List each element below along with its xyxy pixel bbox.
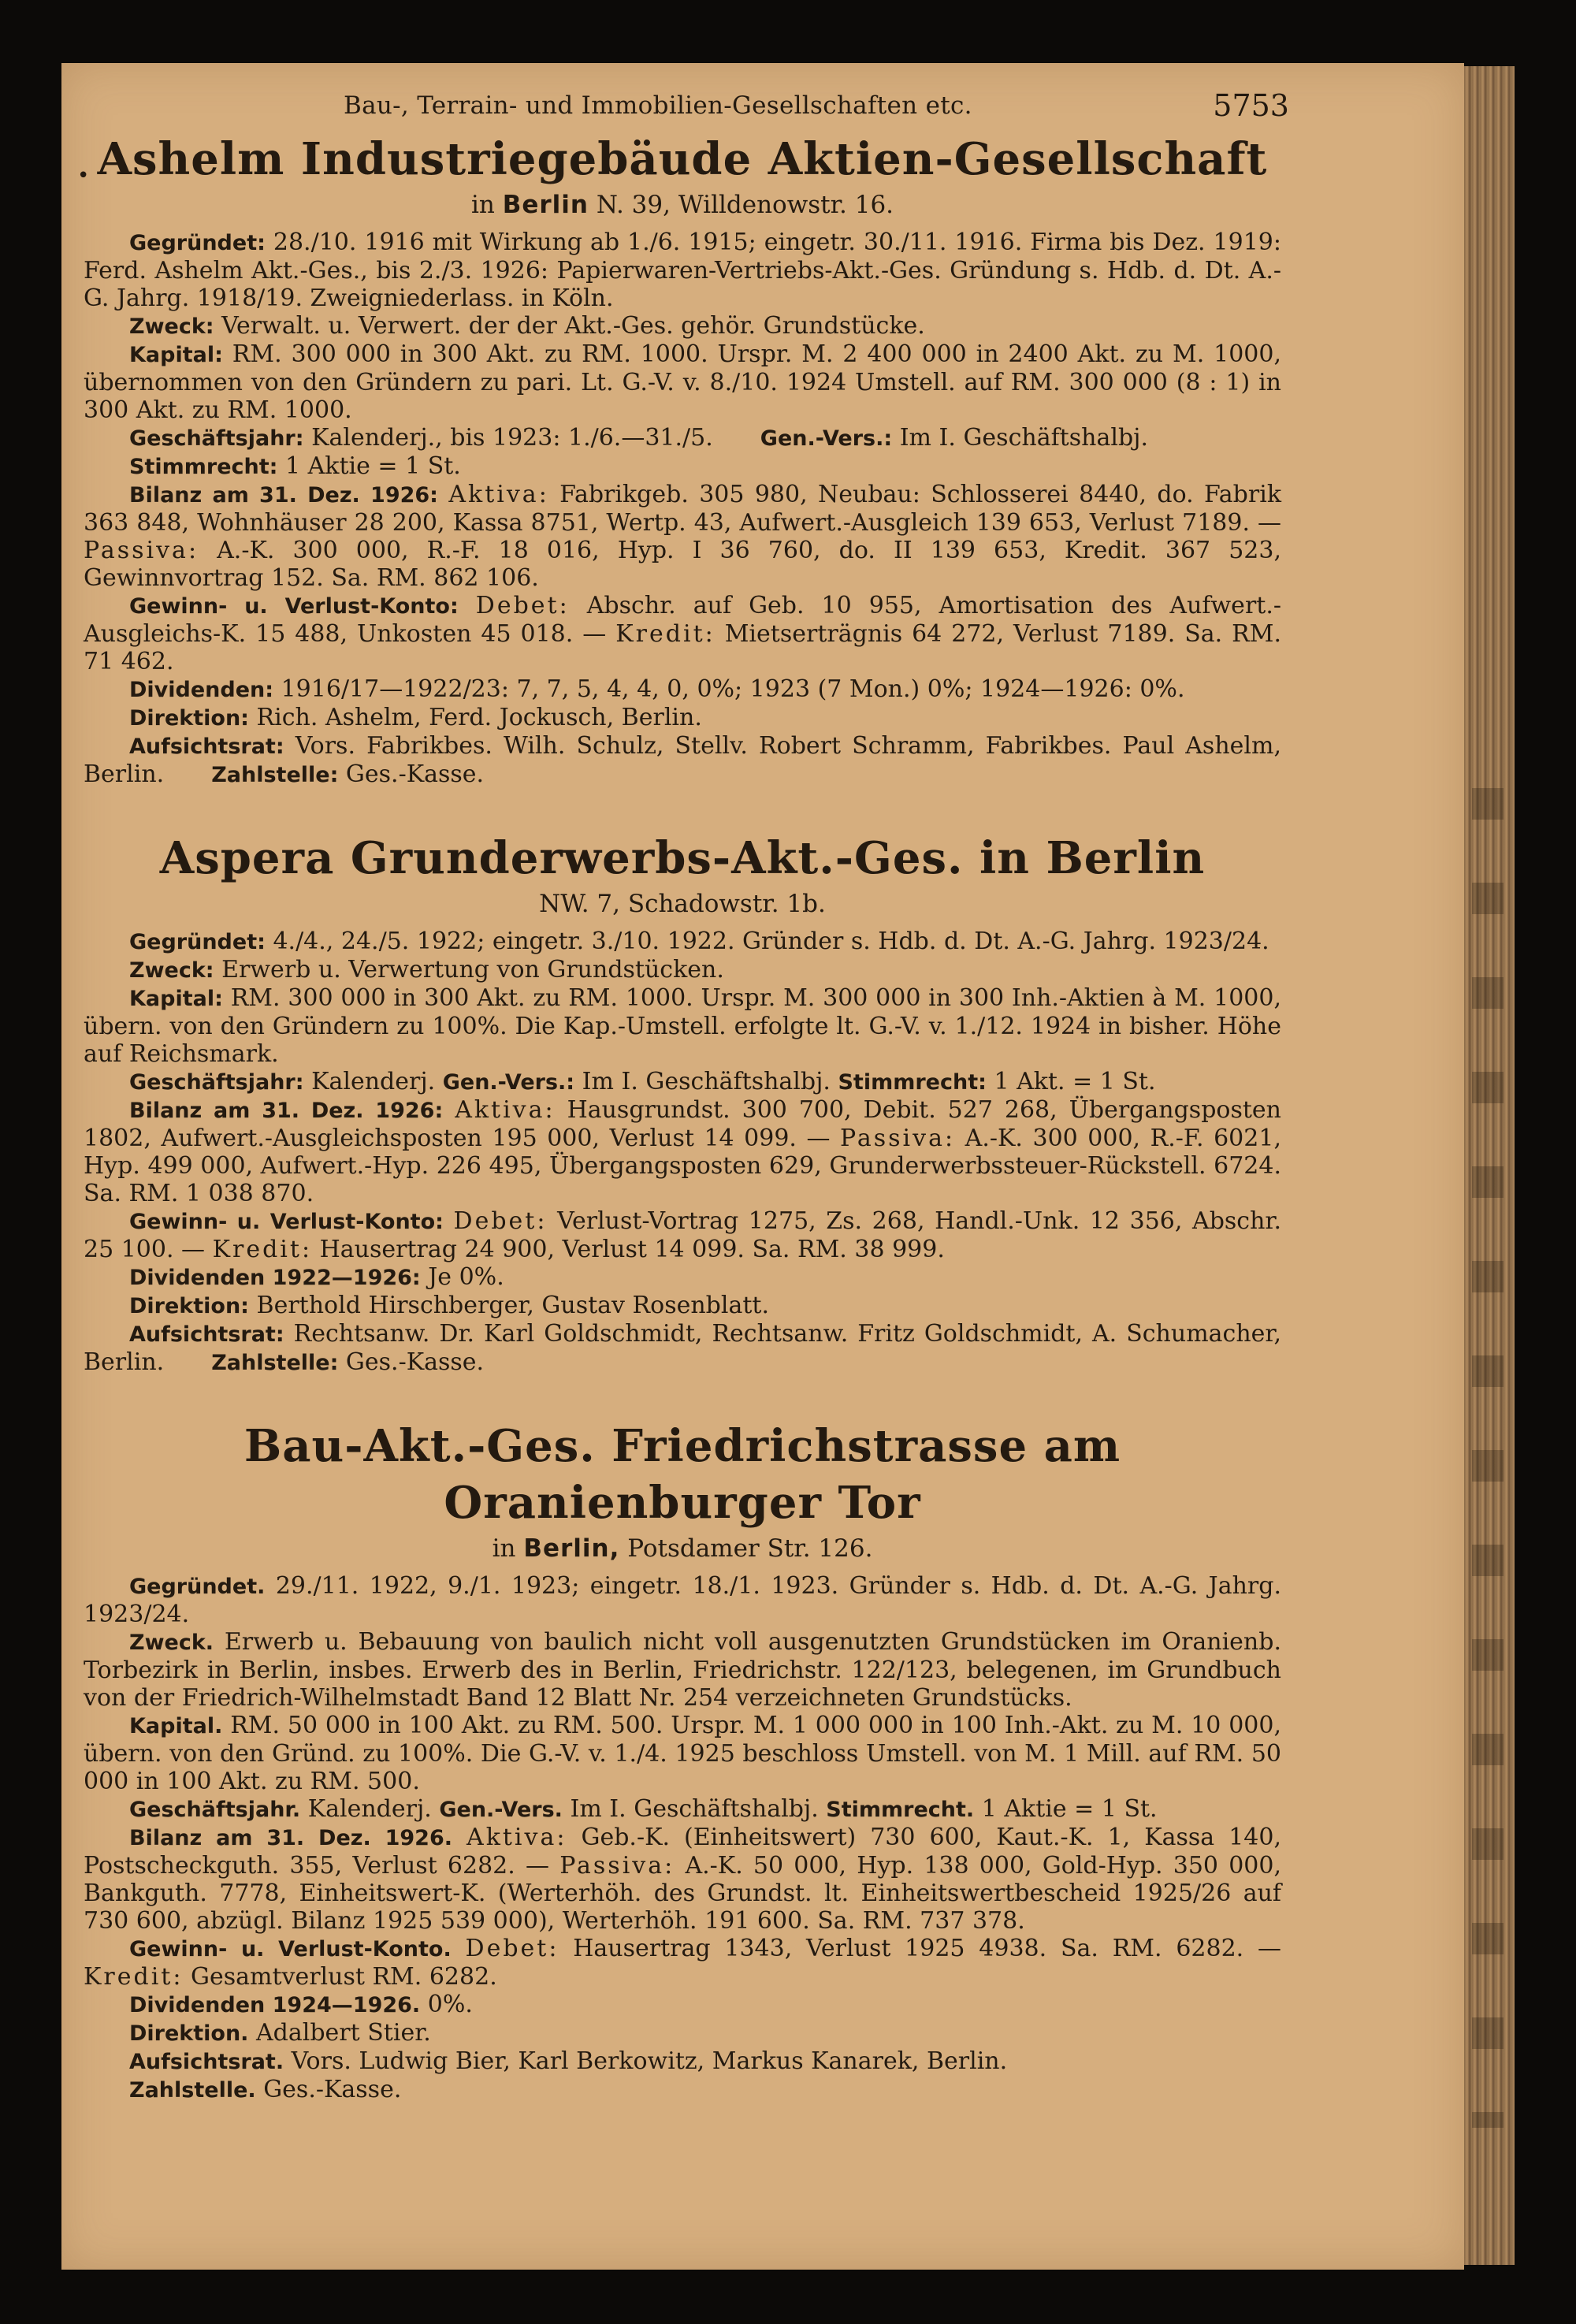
gegruendet-paragraph: Gegründet: 4./4., 24./5. 1922; eingetr. 3./10. 1922. Gründer s. Hdb. d. Dt. A.-G. Jahrg. 1923/24. [129,928,1269,955]
aufsichtsrat-paragraph: Aufsichtsrat: Vors. Fabrikbes. Wilh. Schulz, Stellv. Robert Schramm, Fabrikbes. Paul Ashelm, Berlin. Zahlstelle: Ges.-Kasse. [84,732,1281,788]
direktion-paragraph: Direktion. Adalbert Stier. [129,2019,431,2047]
bilanz-paragraph: Bilanz am 31. Dez. 1926: Aktiva: Hausgrundst. 300 700, Debit. 527 268, Übergangsposten 1802, Aufwert.-Ausgleichsposten 195 000, Verlust 14 099. — Passiva: A.-K. 300 000, R.-F. 6021, Hyp. 499 000, Aufwert.-Hyp. 226 495, Übergangsposten 629, Grunderwerbssteuer-Rückstell. 6724. Sa. RM. 1 038 870. [84,1096,1281,1207]
company-address: in Berlin, Potsdamer Str. 126. [492,1534,873,1563]
running-header [84,84,1289,131]
company-entry-ashelm [84,131,1281,789]
guv-paragraph: Gewinn- u. Verlust-Konto: Debet: Abschr. auf Geb. 10 955, Amortisation des Aufwert.-Ausgleichs-K. 15 488, Unkosten 45 018. — Kredit: Mietserträgnis 64 272, Verlust 7189. Sa. RM. 71 462. [84,592,1282,675]
bilanz-paragraph: Bilanz am 31. Dez. 1926: Aktiva: Fabrikgeb. 305 980, Neubau: Schlosserei 8440, do. Fabrik 363 848, Wohnhäuser 28 200, Kassa 8751, Wertp. 43, Aufwert.-Ausgleich 139 653, Verlust 7189. — Passiva: A.-K. 300 000, R.-F. 18 016, Hyp. I 36 760, do. II 139 653, Kredit. 367 523, Gewinnvortrag 152. Sa. RM. 862 106. [84,481,1282,592]
bilanz-paragraph: Bilanz am 31. Dez. 1926. Aktiva: Geb.-K. (Einheitswert) 730 600, Kaut.-K. 1, Kassa 140, Postscheckguth. 355, Verlust 6282. — Passiva: A.-K. 50 000, Hyp. 138 000, Gold-Hyp. 350 000, Bankguth. 7778, Einheitswert-K. (Werterhöh. des Grundst. lt. Einheitswertbescheid 1925/26 auf 730 600, abzügl. Bilanz 1925 539 000), Werterhöh. 191 600. Sa. RM. 737 378. [84,1824,1282,1935]
company-address: in Berlin N. 39, Willdenowstr. 16. [470,191,894,219]
aufsichtsrat-paragraph: Aufsichtsrat. Vors. Ludwig Bier, Karl Berkowitz, Markus Kanarek, Berlin. [129,2047,1008,2075]
company-entry-friedrichstrasse [84,1418,1281,2104]
running-title: Bau-, Terrain- und Immobilien-Gesellschaften etc. [344,91,972,120]
bullet-mark: • [77,164,90,188]
dividenden-paragraph: Dividenden 1922—1926: Je 0%. [129,1263,504,1291]
zahlstelle-paragraph: Zahlstelle. Ges.-Kasse. [129,2076,402,2103]
aufsichtsrat-paragraph: Aufsichtsrat: Rechtsanw. Dr. Karl Goldschmidt, Rechtsanw. Fritz Goldschmidt, A. Schumacher, Berlin. Zahlstelle: Ges.-Kasse. [84,1320,1281,1376]
page-content [77,84,1289,2104]
spine-lettering [1472,788,1504,2128]
zweck-paragraph: Zweck. Erwerb u. Bebauung von baulich nicht voll ausgenutzten Grundstücken im Oranienb. Torbezirk in Berlin, insbes. Erwerb des in Berlin, Friedrichstr. 122/123, belegenen, im Grundbuch von der Friedrich-Wilhelmstadt Band 12 Blatt Nr. 254 verzeichneten Grundstücks. [84,1628,1281,1712]
kapital-paragraph: Kapital: RM. 300 000 in 300 Akt. zu RM. 1000. Urspr. M. 2 400 000 in 2400 Akt. zu M. 1000, übernommen von den Gründern zu pari. Lt. G.-V. v. 8./10. 1924 Umstell. auf RM. 300 000 (8 : 1) in 300 Akt. zu RM. 1000. [84,340,1281,424]
company-title: Ashelm Industriegebäude Aktien-Gesellschaft [97,133,1268,185]
company-title: Bau-Akt.-Ges. Friedrichstrasse am Oranienburger Tor [243,1420,1121,1529]
guv-paragraph: Gewinn- u. Verlust-Konto. Debet: Hausertrag 1343, Verlust 1925 4938. Sa. RM. 6282. — Kredit: Gesamtverlust RM. 6282. [84,1935,1281,1991]
zweck-paragraph: Zweck: Verwalt. u. Verwert. der der Akt.-Ges. gehör. Grundstücke. [129,312,925,340]
stimmrecht-paragraph: Stimmrecht: 1 Aktie = 1 St. [129,452,461,480]
company-address: NW. 7, Schadowstr. 1b. [539,890,826,918]
company-title: Aspera Grunderwerbs-Akt.-Ges. in Berlin [159,832,1206,884]
dividenden-paragraph: Dividenden 1924—1926. 0%. [129,1991,473,2018]
direktion-paragraph: Direktion: Rich. Ashelm, Ferd. Jockusch, Berlin. [129,704,702,731]
zweck-paragraph: Zweck: Erwerb u. Verwertung von Grundstücken. [129,956,724,984]
page-number: 5753 [1213,88,1289,123]
direktion-paragraph: Direktion: Berthold Hirschberger, Gustav Rosenblatt. [129,1292,769,1319]
company-entry-aspera [84,830,1281,1377]
geschaeftsjahr-paragraph: Geschäftsjahr. Kalenderj. Gen.-Vers. Im I. Geschäftshalbj. Stimmrecht. 1 Aktie = 1 St. [129,1795,1158,1823]
kapital-paragraph: Kapital: RM. 300 000 in 300 Akt. zu RM. 1000. Urspr. M. 300 000 in 300 Inh.-Aktien à M. 1000, übern. von den Gründern zu 100%. Die Kap.-Umstell. erfolgte lt. G.-V. v. 1./12. 1924 in bisher. Höhe auf Reichsmark. [84,984,1281,1068]
dividenden-paragraph: Dividenden: 1916/17—1922/23: 7, 7, 5, 4, 4, 0, 0%; 1923 (7 Mon.) 0%; 1924—1926: 0%. [129,675,1185,703]
guv-paragraph: Gewinn- u. Verlust-Konto: Debet: Verlust-Vortrag 1275, Zs. 268, Handl.-Unk. 12 356, Abschr. 25 100. — Kredit: Hausertrag 24 900, Verlust 14 099. Sa. RM. 38 999. [84,1207,1281,1263]
gegruendet-paragraph: Gegründet. 29./11. 1922, 9./1. 1923; eingetr. 18./1. 1923. Gründer s. Hdb. d. Dt. A.-G. Jahrg. 1923/24. [84,1572,1281,1628]
geschaeftsjahr-paragraph: Geschäftsjahr: Kalenderj. Gen.-Vers.: Im I. Geschäftshalbj. Stimmrecht: 1 Akt. = 1 St. [129,1068,1156,1095]
gegruendet-paragraph: Gegründet: 28./10. 1916 mit Wirkung ab 1./6. 1915; eingetr. 30./11. 1916. Firma bis Dez. 1919: Ferd. Ashelm Akt.-Ges., bis 2./3. 1926: Papierwaren-Vertriebs-Akt.-Ges. Gründung s. Hdb. d. Dt. A.-G. Jahrg. 1918/19. Zweigniederlass. in Köln. [84,229,1281,312]
kapital-paragraph: Kapital. RM. 50 000 in 100 Akt. zu RM. 500. Urspr. M. 1 000 000 in 100 Inh.-Akt. zu M. 10 000, übern. von den Gründ. zu 100%. Die G.-V. v. 1./4. 1925 beschloss Umstell. von M. 1 Mill. auf RM. 50 000 in 100 Akt. zu RM. 500. [84,1712,1281,1795]
geschaeftsjahr-paragraph: Geschäftsjahr: Kalenderj., bis 1923: 1./6.—31./5. Gen.-Vers.: Im I. Geschäftshalbj. [129,424,1148,452]
